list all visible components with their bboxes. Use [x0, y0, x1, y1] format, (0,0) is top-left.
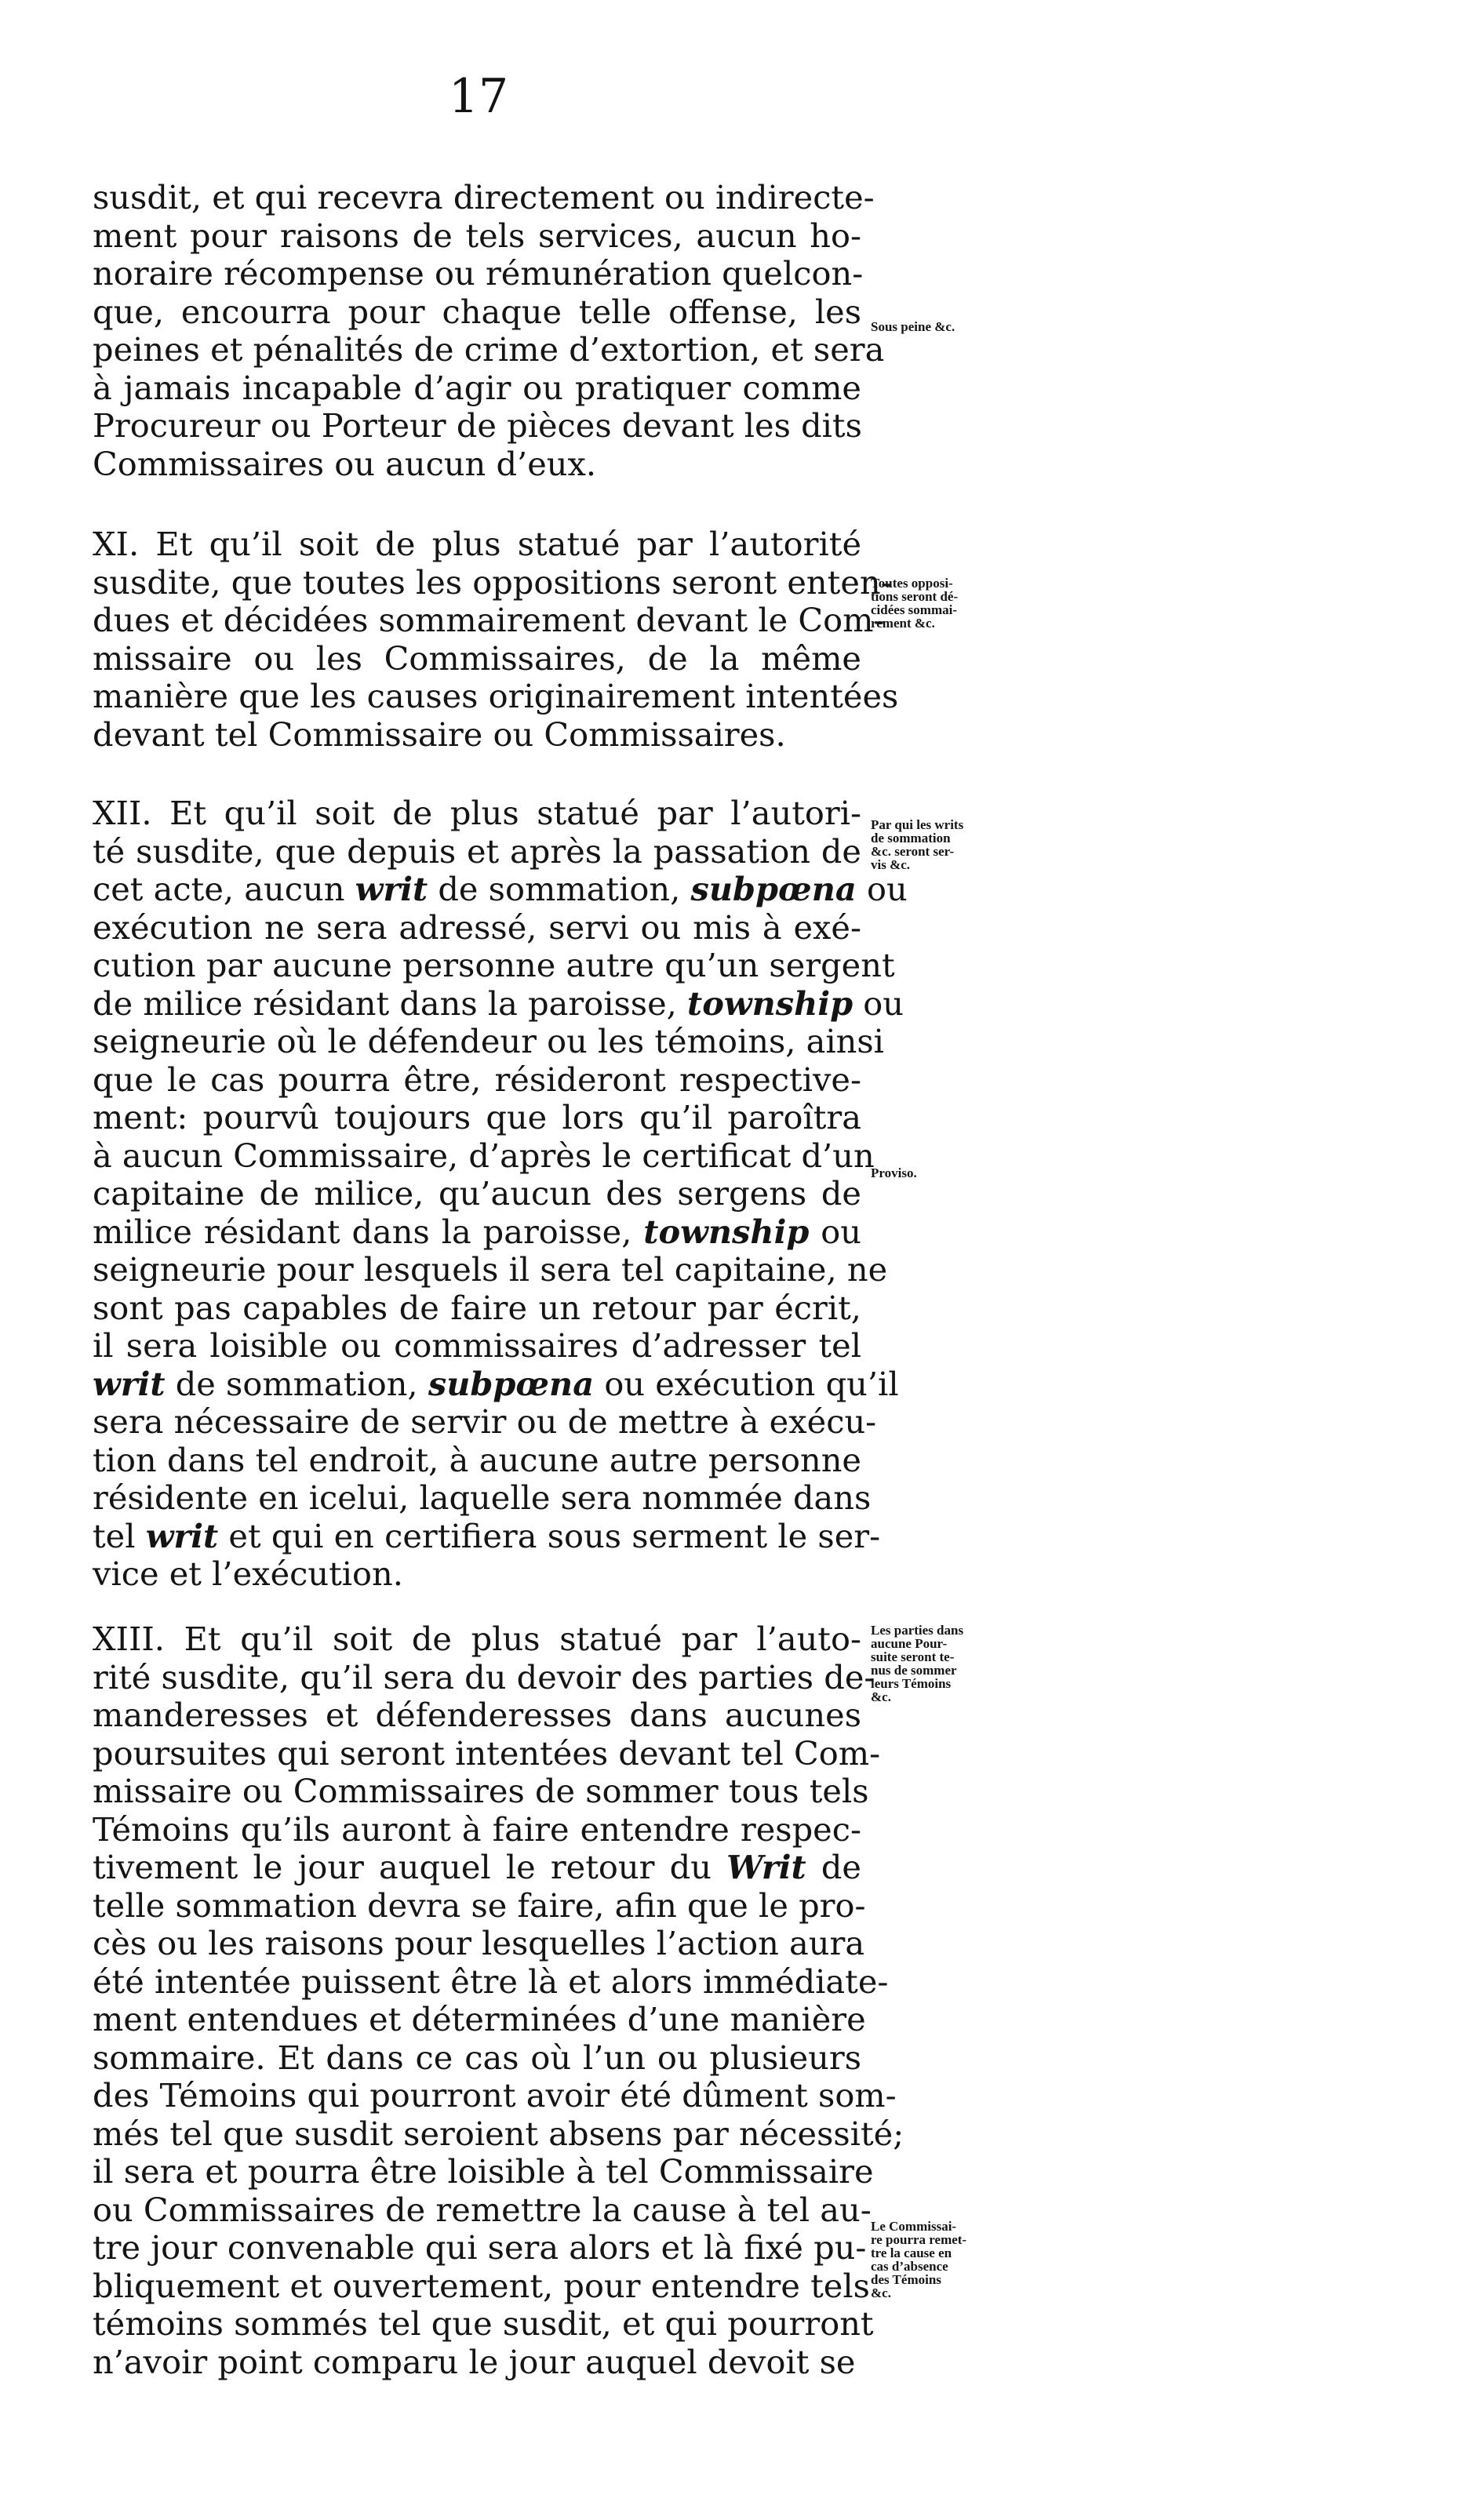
text-line: noraire récompense ou rémunération quelcon- — [93, 254, 864, 293]
text-line: sera nécessaire de servir ou de mettre à exécu- — [93, 1402, 877, 1441]
text-line: susdite, que toutes les oppositions seront enten- — [93, 562, 892, 602]
text-line: vice et l’exécution. — [93, 1555, 403, 1593]
text-line: tre jour convenable qui sera alors et là fixé pu- — [93, 2228, 867, 2267]
margin-note-line: tre la cause en — [871, 2245, 952, 2260]
text-line: capitaine de milice, qu’aucun des sergens de — [93, 1174, 861, 1213]
text-line: Procureur ou Porteur de pièces devant les dits — [93, 406, 862, 445]
margin-note-line: suite seront te- — [871, 1649, 955, 1664]
margin-note-line: Sous peine &c. — [871, 319, 955, 334]
text-line: seigneurie où le défendeur ou les témoins, ainsi — [93, 1022, 884, 1060]
text-line: bliquement et ouvertement, pour entendre tels — [93, 2266, 870, 2305]
text-line: manderesses et défenderesses dans aucunes — [93, 1696, 861, 1734]
text-line: que le cas pourra être, résideront respective- — [93, 1060, 861, 1099]
text-line: ment pour raisons de tels services, aucun ho- — [93, 216, 861, 255]
text-line: telle sommation devra se faire, afin que le pro- — [93, 1885, 866, 1925]
text-line: seigneurie pour lesquels il sera tel capitaine, ne — [93, 1250, 888, 1289]
text-line: sont pas capables de faire un retour par écrit, — [93, 1288, 861, 1327]
text-line: peines et pénalités de crime d’extortion, et sera — [93, 330, 885, 369]
text-line: été intentée puissent être là et alors immédiate- — [93, 1962, 889, 2001]
text-line: XII. Et qu’il soit de plus statué par l’autori- — [93, 794, 861, 832]
text-line: XI. Et qu’il soit de plus statué par l’autorité — [93, 525, 861, 563]
text-line: résidente en icelui, laquelle sera nommée dans — [93, 1478, 872, 1517]
margin-note-line: aucune Pour- — [871, 1636, 948, 1651]
margin-note-line: Toutes opposi- — [871, 576, 953, 591]
margin-note-line: Les parties dans — [871, 1623, 964, 1638]
margin-note-line: &c. seront ser- — [871, 844, 955, 859]
text-line: missaire ou les Commissaires, de la même — [93, 638, 861, 678]
text-line: que, encourra pour chaque telle offense, les — [93, 292, 861, 331]
text-line: més tel que susdit seroient absens par nécessité; — [93, 2114, 904, 2153]
text-line: cet acte, aucun writ de sommation, subpœna ou — [93, 870, 908, 908]
text-line: cès ou les raisons pour lesquelles l’action aura — [93, 1924, 865, 1962]
text-line: dues et décidées sommairement devant le Com- — [93, 601, 885, 639]
text-line: des Témoins qui pourront avoir été dûment som- — [93, 2076, 897, 2115]
margin-note-line: &c. — [871, 2285, 891, 2300]
text-line: ment: pourvû toujours que lors qu’il paroîtra — [93, 1098, 861, 1136]
margin-note-line: &c. — [871, 1689, 891, 1704]
margin-note-line: cidées sommai- — [871, 602, 958, 617]
margin-note-par-qui-les-writs — [871, 818, 1047, 871]
text-line: devant tel Commissaire ou Commissaires. — [93, 715, 786, 754]
text-line: témoins sommés tel que susdit, et qui pourront — [93, 2304, 874, 2343]
text-line: il sera loisible ou commissaires d’adresser tel — [93, 1326, 861, 1365]
margin-note-line: Proviso. — [871, 1165, 917, 1180]
text-line: té susdite, que depuis et après la passation de — [93, 831, 861, 871]
page-number: 17 — [448, 69, 509, 124]
margin-note-le-commissaire — [871, 2220, 1047, 2300]
text-line: n’avoir point comparu le jour auquel devoit se — [93, 2342, 856, 2381]
text-line: rité susdite, qu’il sera du devoir des parties de- — [93, 1657, 875, 1696]
text-line: tion dans tel endroit, à aucune autre personne — [93, 1440, 861, 1479]
text-line: Commissaires ou aucun d’eux. — [93, 444, 597, 483]
paragraph-opening — [93, 178, 885, 483]
margin-note-line: tions seront dé- — [871, 589, 959, 604]
margin-note-line: nus de sommer — [871, 1663, 957, 1678]
paragraph-section-xi — [93, 525, 899, 754]
margin-note-sous-peine — [871, 320, 1047, 333]
margin-note-line: vis &c. — [871, 857, 911, 872]
text-line: tel writ et qui en certifiera sous serment le ser- — [93, 1516, 881, 1555]
text-line: Témoins qu’ils auront à faire entendre respec- — [93, 1809, 861, 1849]
text-line: à jamais incapable d’agir ou pratiquer comme — [93, 368, 861, 407]
text-line: à aucun Commissaire, d’après le certificat d’un — [93, 1136, 875, 1175]
text-line: de milice résidant dans la paroisse, township ou — [93, 984, 904, 1023]
text-line: exécution ne sera adressé, servi ou mis à exé- — [93, 907, 861, 947]
margin-note-line: rement &c. — [871, 616, 935, 631]
margin-note-proviso — [871, 1166, 1047, 1180]
text-line: missaire ou Commissaires de sommer tous tels — [93, 1772, 869, 1810]
margin-note-line: des Témoins — [871, 2272, 941, 2287]
text-line: writ de sommation, subpœna ou exécution qu’il — [93, 1364, 899, 1403]
text-line: poursuites qui seront intentées devant tel Com- — [93, 1733, 881, 1773]
margin-note-line: leurs Témoins — [871, 1676, 952, 1691]
text-line: il sera et pourra être loisible à tel Commissaire — [93, 2152, 874, 2191]
text-line: sommaire. Et dans ce cas où l’un ou plusieurs — [93, 2038, 861, 2077]
text-line: XIII. Et qu’il soit de plus statué par l’auto- — [93, 1620, 861, 1658]
margin-note-line: cas d’absence — [871, 2259, 948, 2274]
text-line: tivement le jour auquel le retour du Writ de — [93, 1848, 861, 1886]
text-line: ment entendues et déterminées d’une manière — [93, 2000, 866, 2038]
margin-note-line: Le Commissai- — [871, 2219, 957, 2234]
margin-note-line: re pourra remet- — [871, 2232, 967, 2247]
text-line: milice résidant dans la paroisse, township ou — [93, 1212, 861, 1251]
text-line: cution par aucune personne autre qu’un sergent — [93, 946, 895, 984]
margin-note-les-parties — [871, 1624, 1047, 1704]
margin-note-line: de sommation — [871, 831, 951, 845]
paragraph-section-xiii — [93, 1620, 904, 2381]
margin-note-line: Par qui les writs — [871, 817, 964, 832]
text-line: manière que les causes originairement intentées — [93, 677, 899, 715]
margin-note-oppositions — [871, 576, 1047, 630]
text-line: susdit, et qui recevra directement ou indirecte- — [93, 178, 875, 216]
text-line: ou Commissaires de remettre la cause à tel au- — [93, 2190, 872, 2229]
